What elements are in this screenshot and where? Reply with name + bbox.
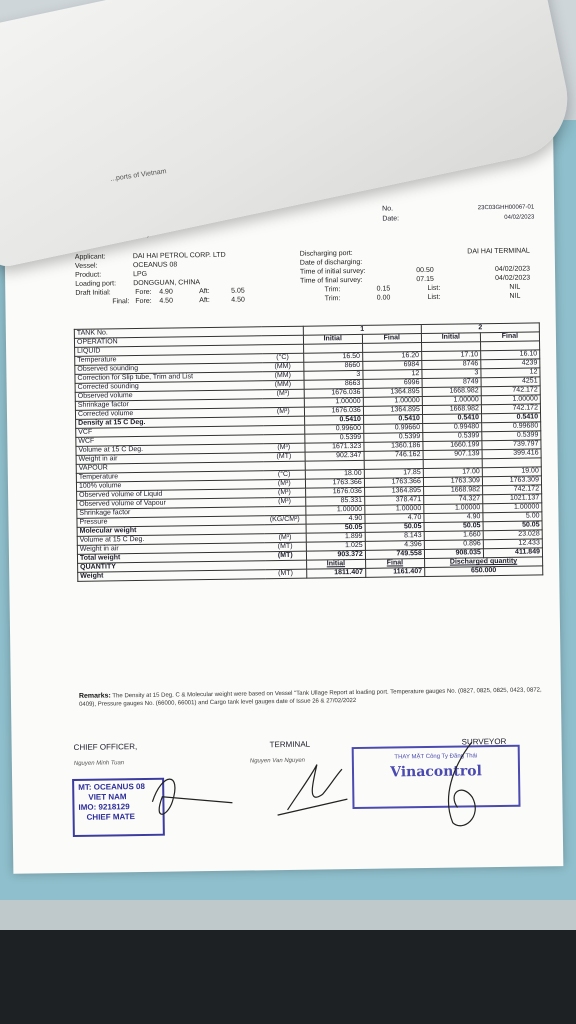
row-value: 16.10	[481, 350, 540, 360]
terminal-signature	[267, 754, 358, 825]
row-label: Observed sounding	[75, 363, 262, 375]
time-initial-time: 00.50	[416, 266, 434, 275]
q-discharged-label: Discharged quantity	[424, 557, 542, 568]
no-date-values	[454, 202, 534, 223]
row-label: Corrected sounding	[75, 381, 262, 393]
row-unit: (MT)	[265, 551, 306, 561]
row-value: 12	[363, 370, 422, 380]
row-label: LIQUID	[75, 345, 262, 357]
stamp-line-3: IMO: 9218129	[78, 802, 130, 812]
discharging-port-value: DAI HAI TERMINAL	[467, 247, 530, 256]
row-value: 0.896	[424, 540, 483, 550]
terminal-name: Nguyen Van Nguyen	[249, 757, 306, 765]
row-value: 6996	[363, 379, 422, 389]
row-value: 908.035	[424, 549, 483, 559]
row-value: 1.00000	[365, 505, 424, 515]
row-value: 4239	[481, 359, 540, 369]
row-value: 1364.895	[364, 487, 423, 497]
loading-port-value: DONGGUAN, CHINA	[133, 279, 201, 288]
row-value: 399.416	[482, 449, 541, 459]
info-left	[75, 251, 245, 307]
row-value: 746.162	[364, 451, 423, 461]
terminal-title: TERMINAL	[269, 739, 311, 750]
row-value: 16.20	[362, 352, 421, 362]
weight-initial: 1811.407	[306, 568, 365, 578]
col-final-1: Final	[362, 334, 421, 344]
row-unit: (M³)	[263, 389, 304, 399]
row-value: 8.143	[365, 532, 424, 542]
info-right	[300, 246, 541, 303]
time-final-label: Time of final survey:	[300, 276, 363, 285]
row-value: 1.00000	[304, 397, 363, 407]
row-unit: (M³)	[264, 497, 305, 507]
weight-discharged: 650.000	[425, 566, 543, 577]
row-value: 4.70	[365, 514, 424, 524]
applicant-label: Applicant:	[74, 253, 106, 261]
row-unit: (M³)	[265, 533, 306, 543]
row-value: 907.139	[423, 450, 482, 460]
row-label: Observed volume of Liquid	[77, 489, 264, 501]
row-value: 1.00000	[481, 395, 540, 405]
row-value: 50.05	[424, 522, 483, 532]
row-value: 17.00	[423, 468, 482, 478]
row-value: 1676.036	[305, 487, 364, 497]
trim-initial: 0.15	[376, 285, 391, 293]
q-initial-label: Initial	[306, 559, 365, 569]
row-value: 1.00000	[422, 396, 481, 406]
row-label: Observed volume	[75, 390, 262, 402]
list-final: NIL	[509, 292, 521, 300]
row-label: Weight in air	[76, 453, 263, 465]
row-unit: (KG/CM²)	[264, 515, 305, 525]
row-value: 1763.366	[305, 478, 364, 488]
row-value: 742.172	[482, 485, 541, 495]
row-unit: (°C)	[262, 353, 303, 363]
tank-2-header: 2	[421, 323, 539, 334]
row-value: 1763.309	[482, 476, 541, 486]
row-value: 0.5410	[481, 413, 540, 423]
surveyor-stamp-brand: Vinacontrol	[390, 763, 482, 781]
row-value: 1668.982	[422, 405, 481, 415]
quantity-label: QUANTITY	[78, 560, 307, 572]
date-value: 04/02/2023	[504, 214, 535, 221]
row-label: Pressure	[77, 516, 264, 528]
remarks	[79, 686, 549, 709]
time-final-time: 07.15	[416, 275, 434, 284]
no-date-labels	[382, 204, 399, 224]
row-label: Volume at 15 C Deg.	[76, 444, 263, 456]
row-label: Volume at 15 C Deg.	[77, 534, 264, 546]
quantity-table	[74, 322, 543, 581]
row-value: 1763.309	[423, 477, 482, 487]
row-value: 742.172	[481, 386, 540, 396]
row-label: 100% volume	[76, 480, 263, 492]
product-label: Product:	[75, 271, 102, 279]
row-value: 742.172	[481, 404, 540, 414]
row-value: 0.99680	[482, 422, 541, 432]
row-unit: (MT)	[265, 542, 306, 552]
aft-label-2: Aft:	[199, 297, 210, 305]
row-value: 411.849	[483, 548, 542, 558]
row-value: 0.5399	[305, 433, 364, 443]
row-value: 1.00000	[424, 504, 483, 514]
remarks-label: Remarks:	[78, 692, 111, 700]
row-label: Corrected volume	[75, 408, 262, 420]
row-value: 1360.186	[364, 442, 423, 452]
draft-final-label: Final:	[112, 298, 130, 306]
row-value: 0.99660	[363, 424, 422, 434]
list-label-2: List:	[427, 293, 441, 301]
row-value: 12	[481, 368, 540, 378]
discharging-port-label: Discharging port:	[299, 250, 353, 258]
row-unit: (M³)	[264, 488, 305, 498]
row-value: 902.347	[305, 451, 364, 461]
operation-label: OPERATION	[74, 335, 303, 347]
applicant-value: DAI HAI PETROL CORP. LTD	[132, 251, 226, 261]
time-final-date: 04/02/2023	[495, 274, 531, 283]
row-value: 1.025	[306, 541, 365, 551]
row-unit: (MM)	[262, 362, 303, 372]
trim-label: Trim:	[324, 286, 341, 294]
row-unit: (MT)	[263, 452, 304, 462]
fore-initial: 4.90	[159, 288, 173, 296]
row-value: 6984	[363, 361, 422, 371]
row-value: 19.00	[482, 467, 541, 477]
weight-unit: (MT)	[265, 569, 306, 579]
row-value: 3	[304, 370, 363, 380]
row-value: 1763.366	[364, 478, 423, 488]
trim-label-2: Trim:	[324, 295, 341, 303]
row-value: 50.05	[483, 521, 542, 531]
row-label: Shrinkage factor	[75, 399, 262, 411]
row-value: 378.471	[364, 496, 423, 506]
row-value: 17.10	[422, 351, 481, 361]
row-unit: (°C)	[264, 470, 305, 480]
row-value: 1668.982	[423, 486, 482, 496]
surveyor-title: SURVEYOR	[461, 736, 507, 747]
chief-officer-signature	[132, 761, 243, 833]
col-initial-1: Initial	[303, 334, 362, 344]
fore-final: 4.50	[159, 297, 174, 305]
stamp-line-2: VIET NAM	[88, 792, 127, 802]
row-value: 8660	[304, 361, 363, 371]
chief-officer-name: Nguyen Minh Tuan	[73, 760, 125, 767]
row-value: 0.5399	[423, 432, 482, 442]
row-value: 4251	[481, 377, 540, 387]
row-label: VCF	[76, 426, 263, 438]
row-label: Total weight	[77, 552, 264, 564]
no-label: No.	[382, 205, 394, 213]
row-value: 1.899	[306, 532, 365, 542]
tank-no-label: TANK No.	[74, 326, 303, 338]
weight-final: 1161.407	[365, 568, 424, 578]
row-unit: (M³)	[263, 443, 304, 453]
row-label: Molecular weight	[77, 525, 264, 537]
row-value: 1.00000	[483, 503, 542, 513]
row-value: 23.028	[483, 530, 542, 540]
aft-label: Aft:	[199, 288, 210, 296]
fore-label: Fore:	[135, 288, 152, 297]
row-label: Observed volume of Vapour	[77, 498, 264, 510]
remarks-text: The Density at 15 Deg. C & Molecular weight were based on Vessel "Tank Ullage Report at loading port. Temperature gauges No. (0827, 0825, 0825, 0423, 0872, 0409), Pressure gauges No. (66000, 66001) and Cargo tank level gauges date of Issue 26 & 27/02/2022	[79, 687, 542, 708]
row-value: 8746	[422, 360, 481, 370]
surveyor-signature	[412, 737, 513, 838]
chief-officer-title: CHIEF OFFICER,	[73, 742, 138, 752]
time-initial-label: Time of initial survey:	[299, 267, 366, 276]
row-label: Temperature	[75, 354, 262, 366]
row-value: 749.558	[365, 550, 424, 560]
row-value: 1668.982	[422, 387, 481, 397]
row-value: 1671.323	[305, 442, 364, 452]
row-value: 1.00000	[363, 397, 422, 407]
row-value: 0.5410	[422, 414, 481, 424]
q-final-label: Final	[365, 559, 424, 569]
surveyor-stamp-text: THAY MẶT Công Ty Đăng Thái	[394, 753, 478, 761]
stamp-line-1: MT: OCEANUS 08	[78, 781, 145, 792]
row-unit: (MM)	[262, 380, 303, 390]
row-value: 1021.137	[483, 494, 542, 504]
vessel-value: OCEANUS 08	[132, 261, 178, 270]
row-value: 3	[422, 369, 481, 379]
row-unit: (MM)	[262, 371, 303, 381]
row-value: 1.660	[424, 531, 483, 541]
row-value: 1676.036	[304, 406, 363, 416]
row-value: 4.396	[365, 541, 424, 551]
list-label: List:	[427, 284, 441, 292]
row-label: VAPOUR	[76, 462, 263, 474]
row-value: 739.797	[482, 440, 541, 450]
product-value: LPG	[132, 270, 148, 279]
row-label: WCF	[76, 435, 263, 447]
row-label: Temperature	[76, 471, 263, 483]
weight-label: Weight	[78, 570, 265, 582]
date-discharging-label: Date of discharging:	[299, 258, 363, 267]
row-value: 0.5399	[364, 433, 423, 443]
row-value: 1660.199	[423, 441, 482, 451]
row-label: Correction for Slip tube, Trim and List	[75, 372, 262, 384]
tank-1-header: 1	[303, 325, 421, 336]
loading-port-label: Loading port:	[75, 280, 117, 288]
row-value: 16.50	[303, 352, 362, 362]
vessel-label: Vessel:	[74, 262, 98, 270]
row-value: 0.99600	[304, 424, 363, 434]
row-value: 5.00	[483, 512, 542, 522]
row-value: 1676.036	[304, 388, 363, 398]
aft-initial: 5.05	[231, 287, 245, 295]
row-unit: (M³)	[264, 479, 305, 489]
trim-final: 0.00	[376, 294, 391, 302]
row-value: 74.327	[424, 495, 483, 505]
row-value: 4.90	[424, 513, 483, 523]
row-value: 50.05	[306, 523, 365, 533]
row-label: Shrinkage factor	[77, 507, 264, 519]
fore-label-2: Fore:	[135, 297, 152, 306]
background-bottom	[0, 930, 576, 1024]
behind-page-text: ...ports of Vietnam	[109, 168, 167, 183]
aft-final: 4.50	[231, 296, 245, 304]
row-value: 1364.895	[363, 406, 422, 416]
row-value: 85.331	[305, 496, 364, 506]
row-value: 4.90	[306, 514, 365, 524]
time-initial-date: 04/02/2023	[494, 265, 531, 274]
row-label: Density at 15 C Deg.	[76, 417, 263, 429]
row-value: 8663	[304, 379, 363, 389]
no-value: 23C03GHH00067-01	[477, 204, 535, 212]
row-value: 903.372	[306, 550, 365, 560]
col-initial-2: Initial	[421, 333, 480, 343]
col-final-2: Final	[480, 332, 539, 342]
row-value: 1364.895	[363, 388, 422, 398]
row-value: 0.99480	[423, 423, 482, 433]
stamp-line-4: CHIEF MATE	[86, 812, 135, 822]
draft-initial-label: Draft Initial:	[75, 289, 111, 297]
row-value: 8749	[422, 378, 481, 388]
row-value: 18.00	[305, 469, 364, 479]
list-initial: NIL	[509, 283, 521, 291]
date-label: Date:	[382, 215, 400, 223]
row-value: 1.00000	[306, 505, 365, 515]
row-unit: (M³)	[263, 407, 304, 417]
row-label: Weight in air	[77, 543, 264, 555]
row-value: 50.05	[365, 523, 424, 533]
row-value: 17.85	[364, 469, 423, 479]
row-value: 12.433	[483, 539, 542, 549]
row-value: 0.5410	[363, 415, 422, 425]
row-value: 0.5399	[482, 431, 541, 441]
row-value: 0.5410	[304, 415, 363, 425]
